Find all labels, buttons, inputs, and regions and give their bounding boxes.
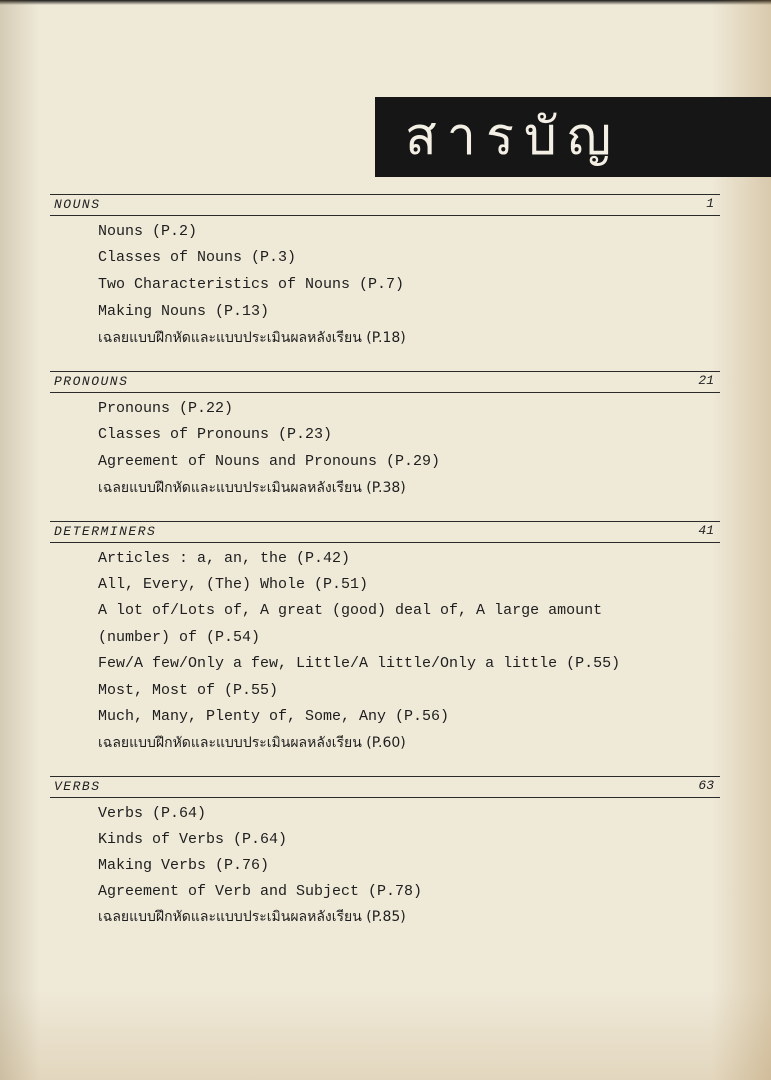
toc-entry: All, Every, (The) Whole (P.51) xyxy=(98,576,369,593)
section-name: NOUNS xyxy=(54,197,101,212)
toc-entry: Classes of Pronouns (P.23) xyxy=(98,426,333,443)
toc-entry: Making Verbs (P.76) xyxy=(98,857,270,874)
toc-entry: Nouns (P.2) xyxy=(98,223,198,240)
section-determiners xyxy=(50,521,720,751)
toc-entry: Pronouns (P.22) xyxy=(98,400,234,417)
toc-entry: Classes of Nouns (P.3) xyxy=(98,249,297,266)
toc-entry: Agreement of Verb and Subject (P.78) xyxy=(98,883,423,900)
section-header xyxy=(50,194,720,216)
toc-entry: Making Nouns (P.13) xyxy=(98,303,270,320)
page-title: สารบัญ xyxy=(405,107,622,167)
toc-entry: Few/A few/Only a few, Little/A little/Only a little (P.55) xyxy=(98,655,621,672)
section-header xyxy=(50,776,720,798)
toc-entry: Much, Many, Plenty of, Some, Any (P.56) xyxy=(98,708,450,725)
section-name: VERBS xyxy=(54,779,101,794)
toc-entry: Kinds of Verbs (P.64) xyxy=(98,831,288,848)
toc-entry: เฉลยแบบฝึกหัดและแบบประเมินผลหลังเรียน (P.18) xyxy=(98,330,406,346)
section-name: DETERMINERS xyxy=(54,524,157,539)
section-name: PRONOUNS xyxy=(54,374,129,389)
toc-entry: เฉลยแบบฝึกหัดและแบบประเมินผลหลังเรียน (P.38) xyxy=(98,480,406,496)
toc-entry: เฉลยแบบฝึกหัดและแบบประเมินผลหลังเรียน (P.85) xyxy=(98,909,406,925)
toc-entry: เฉลยแบบฝึกหัดและแบบประเมินผลหลังเรียน (P.60) xyxy=(98,735,406,751)
toc-entry: Articles : a, an, the (P.42) xyxy=(98,550,351,567)
section-page-number: 1 xyxy=(706,196,714,211)
section-header xyxy=(50,521,720,543)
section-page-number: 63 xyxy=(698,778,714,793)
section-verbs xyxy=(50,776,720,925)
toc-entry: Most, Most of (P.55) xyxy=(98,682,279,699)
toc-entry: A lot of/Lots of, A great (good) deal of, A large amount xyxy=(98,602,603,619)
section-page-number: 21 xyxy=(698,373,714,388)
section-pronouns xyxy=(50,371,720,496)
section-page-number: 41 xyxy=(698,523,714,538)
toc-entry: (number) of (P.54) xyxy=(98,629,261,646)
toc-entry: Verbs (P.64) xyxy=(98,805,207,822)
toc-entry: Two Characteristics of Nouns (P.7) xyxy=(98,276,405,293)
section-header xyxy=(50,371,720,393)
section-nouns xyxy=(50,194,720,346)
toc-entry: Agreement of Nouns and Pronouns (P.29) xyxy=(98,453,441,470)
